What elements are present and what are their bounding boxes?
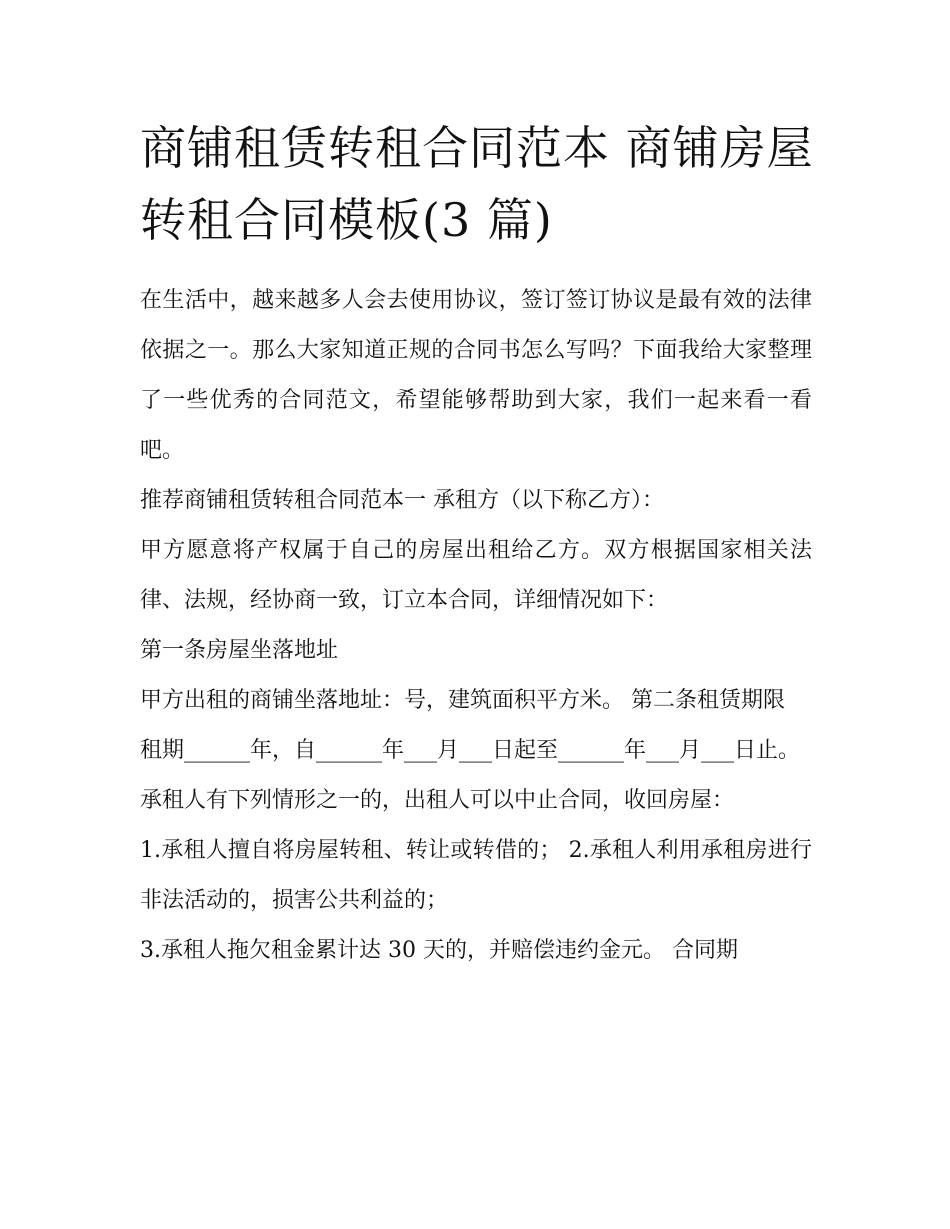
intro-paragraph: 在生活中，越来越多人会去使用协议，签订签订协议是最有效的法律依据之一。那么大家知道正规的合同书怎么写吗？下面我给大家整理了一些优秀的合同范文，希望能够帮助到大家，我们一起来看一看吧。 — [140, 288, 812, 463]
document-title: 商铺租赁转租合同范本 商铺房屋转租合同模板(3 篇) — [140, 121, 814, 247]
lease-term-paragraph: 租期______年，自______年___月___日起至______年___月___日止。 — [140, 738, 801, 763]
article-one-heading: 第一条房屋坐落地址 — [140, 638, 339, 663]
condition-item-paragraph: 3.承租人拖欠租金累计达 30 天的，并赔偿违约金元。 合同期 — [140, 938, 738, 963]
document-body — [140, 276, 812, 976]
agreement-paragraph: 甲方愿意将产权属于自己的房屋出租给乙方。双方根据国家相关法律、法规，经协商一致，订立本合同，详细情况如下： — [140, 538, 812, 613]
termination-conditions-paragraph: 承租人有下列情形之一的，出租人可以中止合同，收回房屋： — [140, 788, 735, 813]
contract-heading-paragraph: 推荐商铺租赁转租合同范本一 承租方（以下称乙方）： — [140, 488, 664, 513]
address-paragraph: 甲方出租的商铺坐落地址：号，建筑面积平方米。 第二条租赁期限 — [140, 688, 785, 713]
condition-item-paragraph: 1.承租人擅自将房屋转租、转让或转借的； 2.承租人利用承租房进行非法活动的，损害公共利益的； — [140, 838, 812, 913]
